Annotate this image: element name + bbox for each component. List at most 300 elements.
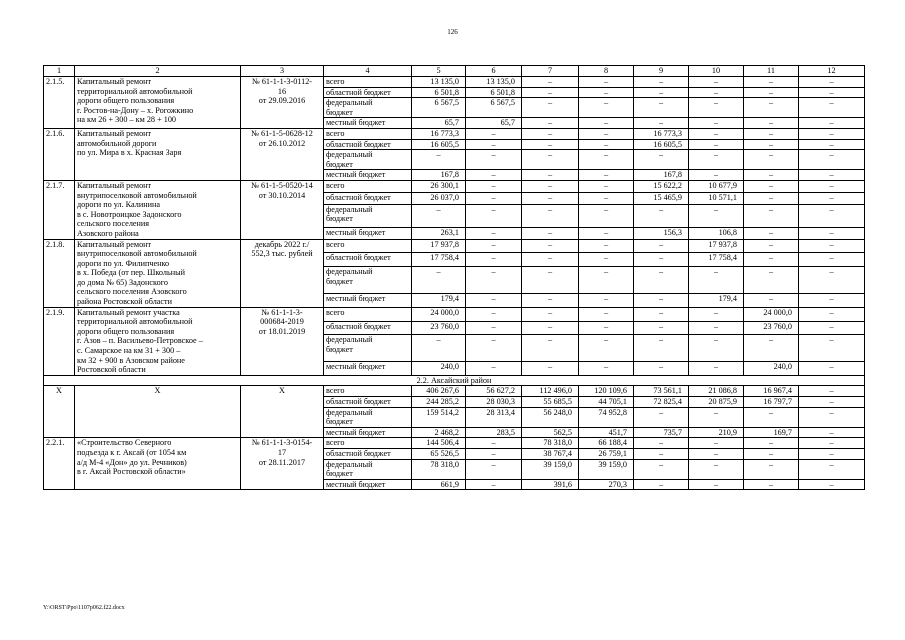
amount-cell: –: [689, 170, 744, 181]
amount-cell: –: [579, 239, 634, 253]
funding-source-line: местный бюджет: [326, 293, 386, 303]
amount-cell: 65,7: [466, 118, 522, 129]
amount-cell: –: [522, 180, 579, 192]
amount-cell: –: [579, 118, 634, 129]
project-document-line: 17: [277, 447, 287, 457]
amount-cell: –: [466, 335, 522, 361]
amount-cell: 244 285,2: [412, 397, 466, 408]
object-name-line: внутрипоселковой автомобильной: [77, 190, 197, 200]
amount-cell: 16 605,5: [634, 139, 689, 150]
column-number: 1: [44, 66, 75, 77]
object-name-line: дороги по ул. Калинина: [77, 200, 160, 210]
column-number: 4: [324, 66, 412, 77]
object-name-line: Капитальный ремонт участка: [77, 307, 180, 317]
funding-source: [324, 253, 412, 267]
amount-cell: –: [522, 335, 579, 361]
item-number: X: [44, 386, 75, 438]
amount-cell: 39 159,0: [579, 459, 634, 479]
funding-source-line: областной бюджет: [326, 397, 391, 406]
item-number: 2.1.5.: [44, 77, 75, 129]
amount-cell: –: [412, 150, 466, 170]
amount-cell: –: [466, 227, 522, 239]
amount-cell: 106,8: [689, 227, 744, 239]
funding-source-line: местный бюджет: [326, 170, 386, 180]
amount-cell: 13 135,0: [412, 77, 466, 88]
amount-cell: 283,5: [466, 427, 522, 438]
project-document-line: 16: [277, 86, 287, 96]
amount-cell: 26 300,1: [412, 180, 466, 192]
amount-cell: –: [466, 253, 522, 267]
amount-cell: –: [799, 87, 865, 98]
funding-source-line: бюджет: [326, 107, 353, 117]
object-name: [75, 77, 241, 129]
object-name-line: дороги общего пользования: [77, 96, 175, 106]
amount-cell: 28 313,4: [466, 407, 522, 427]
project-document: [241, 307, 324, 375]
funding-source: [324, 87, 412, 98]
amount-cell: –: [744, 118, 799, 129]
amount-cell: –: [466, 459, 522, 479]
amount-cell: –: [634, 239, 689, 253]
amount-cell: –: [466, 239, 522, 253]
section-row: [44, 375, 865, 386]
amount-cell: –: [799, 293, 865, 307]
amount-cell: –: [799, 139, 865, 150]
funding-source-line: бюджет: [326, 345, 353, 355]
amount-cell: –: [466, 204, 522, 227]
amount-cell: 78 318,0: [522, 438, 579, 449]
amount-cell: 6 567,5: [412, 98, 466, 118]
funding-source-line: всего: [326, 128, 345, 138]
amount-cell: –: [634, 150, 689, 170]
funding-source-line: бюджет: [326, 159, 353, 169]
amount-cell: 16 773,3: [412, 128, 466, 139]
amount-cell: 10 677,9: [689, 180, 744, 192]
amount-cell: 451,7: [579, 427, 634, 438]
funding-source: [324, 427, 412, 438]
amount-cell: –: [689, 459, 744, 479]
amount-cell: –: [744, 139, 799, 150]
object-name: [75, 438, 241, 490]
amount-cell: –: [799, 239, 865, 253]
amount-cell: –: [744, 170, 799, 181]
amount-cell: 169,7: [744, 427, 799, 438]
amount-cell: –: [634, 438, 689, 449]
funding-source-line: всего: [326, 180, 345, 190]
funding-source-line: областной бюджет: [326, 448, 391, 458]
funding-source: [324, 438, 412, 449]
object-name-line: сельского поселения: [77, 219, 150, 229]
amount-cell: –: [799, 448, 865, 459]
object-name: [75, 386, 241, 438]
funding-source: [324, 150, 412, 170]
amount-cell: –: [634, 479, 689, 490]
funding-source: [324, 267, 412, 293]
amount-cell: 240,0: [744, 361, 799, 375]
amount-cell: –: [634, 204, 689, 227]
amount-cell: –: [634, 293, 689, 307]
item-number: 2.1.8.: [44, 239, 75, 307]
amount-cell: –: [412, 267, 466, 293]
amount-cell: 65,7: [412, 118, 466, 129]
amount-cell: 74 952,8: [579, 407, 634, 427]
amount-cell: 406 267,6: [412, 386, 466, 397]
amount-cell: 38 767,4: [522, 448, 579, 459]
project-document-line: от 29.09.2016: [258, 96, 306, 106]
object-name-line: а/д М-4 «Дон» до ул. Речников): [77, 457, 187, 467]
project-document: [241, 77, 324, 129]
amount-cell: –: [799, 459, 865, 479]
amount-cell: –: [799, 479, 865, 490]
amount-cell: –: [799, 361, 865, 375]
amount-cell: –: [579, 361, 634, 375]
amount-cell: –: [689, 335, 744, 361]
amount-cell: –: [466, 180, 522, 192]
funding-source-line: областной бюджет: [326, 253, 391, 263]
amount-cell: 28 030,3: [466, 397, 522, 408]
object-name-line: Капитальный ремонт: [77, 239, 152, 249]
funding-source-line: всего: [326, 386, 345, 396]
column-number: 9: [634, 66, 689, 77]
amount-cell: –: [744, 407, 799, 427]
item-number: 2.1.7.: [44, 180, 75, 239]
object-name-line: г. Азов – п. Васильево-Петровское –: [77, 336, 203, 346]
funding-source: [324, 139, 412, 150]
amount-cell: –: [634, 98, 689, 118]
amount-cell: –: [799, 307, 865, 321]
amount-cell: 17 758,4: [412, 253, 466, 267]
funding-source: [324, 397, 412, 408]
amount-cell: –: [634, 87, 689, 98]
funding-source: [324, 77, 412, 88]
table-row: [44, 239, 865, 253]
amount-cell: –: [579, 128, 634, 139]
amount-cell: –: [579, 98, 634, 118]
amount-cell: –: [634, 361, 689, 375]
amount-cell: 56 627,2: [466, 386, 522, 397]
amount-cell: 15 622,2: [634, 180, 689, 192]
funding-source: [324, 180, 412, 192]
funding-source: [324, 118, 412, 129]
amount-cell: –: [466, 293, 522, 307]
item-number: 2.2.1.: [44, 438, 75, 490]
funding-source: [324, 407, 412, 427]
object-name-line: подъезда к г. Аксай (от 1054 км: [77, 447, 187, 457]
funding-source-line: федеральный: [326, 267, 373, 277]
amount-cell: –: [689, 128, 744, 139]
project-document-line: от 26.10.2012: [258, 138, 306, 148]
amount-cell: –: [522, 227, 579, 239]
amount-cell: –: [744, 293, 799, 307]
amount-cell: –: [466, 192, 522, 204]
project-document-line: № 61-1-5-0628-12: [251, 128, 313, 138]
column-number: 11: [744, 66, 799, 77]
amount-cell: –: [522, 204, 579, 227]
amount-cell: –: [522, 118, 579, 129]
amount-cell: 15 465,9: [634, 192, 689, 204]
amount-cell: –: [522, 77, 579, 88]
amount-cell: 56 248,0: [522, 407, 579, 427]
funding-source: [324, 239, 412, 253]
funding-source-line: федеральный: [326, 150, 373, 160]
object-name-line: «Строительство Северного: [77, 438, 172, 448]
funding-source: [324, 170, 412, 181]
funding-source-line: федеральный: [326, 335, 373, 345]
amount-cell: –: [689, 407, 744, 427]
amount-cell: –: [579, 77, 634, 88]
amount-cell: 210,9: [689, 427, 744, 438]
funding-source-line: областной бюджет: [326, 321, 391, 331]
amount-cell: 24 000,0: [412, 307, 466, 321]
funding-source-line: федеральный: [326, 459, 373, 469]
amount-cell: –: [634, 118, 689, 129]
amount-cell: –: [744, 438, 799, 449]
amount-cell: –: [522, 293, 579, 307]
column-number: 3: [241, 66, 324, 77]
amount-cell: –: [799, 180, 865, 192]
amount-cell: –: [799, 321, 865, 335]
object-name-line: в х. Победа (от пер. Школьный: [77, 268, 185, 278]
project-document-line: № 61-1-1-3-0112-: [251, 77, 313, 86]
object-name-line: на км 26 + 300 – км 28 + 100: [77, 115, 177, 125]
funding-source-line: бюджет: [326, 417, 353, 427]
amount-cell: –: [799, 397, 865, 408]
project-document-line: № 61-1-5-0520-14: [251, 180, 313, 190]
project-document-line: от 30.10.2014: [258, 190, 306, 200]
funding-source-line: бюджет: [326, 214, 353, 224]
amount-cell: –: [744, 77, 799, 88]
funding-source-line: местный бюджет: [326, 427, 386, 437]
table-row: [44, 307, 865, 321]
amount-cell: –: [689, 139, 744, 150]
amount-cell: –: [579, 253, 634, 267]
amount-cell: 144 506,4: [412, 438, 466, 449]
amount-cell: –: [799, 427, 865, 438]
amount-cell: –: [466, 321, 522, 335]
object-name-line: X: [154, 386, 161, 396]
funding-source-line: бюджет: [326, 469, 353, 479]
amount-cell: 179,4: [689, 293, 744, 307]
funding-source: [324, 128, 412, 139]
amount-cell: –: [689, 361, 744, 375]
amount-cell: –: [689, 438, 744, 449]
amount-cell: 26 037,0: [412, 192, 466, 204]
object-name-line: территориальной автомобильной: [77, 86, 193, 96]
amount-cell: –: [689, 307, 744, 321]
funding-source: [324, 361, 412, 375]
object-name-line: по ул. Мира в х. Красная Заря: [77, 148, 182, 158]
amount-cell: 156,3: [634, 227, 689, 239]
amount-cell: –: [579, 227, 634, 239]
column-number: 2: [75, 66, 241, 77]
project-document: [241, 438, 324, 490]
funding-source-line: местный бюджет: [326, 479, 386, 489]
funding-source: [324, 204, 412, 227]
object-name-line: внутрипоселковой автомобильной: [77, 249, 197, 259]
funding-source-line: всего: [326, 307, 345, 317]
amount-cell: –: [466, 361, 522, 375]
amount-cell: –: [466, 479, 522, 490]
amount-cell: –: [799, 192, 865, 204]
item-number: 2.1.6.: [44, 128, 75, 180]
amount-cell: –: [579, 139, 634, 150]
funding-source: [324, 386, 412, 397]
amount-cell: –: [579, 170, 634, 181]
amount-cell: –: [634, 253, 689, 267]
page-number: 126: [447, 28, 458, 36]
amount-cell: 17 937,8: [689, 239, 744, 253]
object-name-line: Капитальный ремонт: [77, 128, 152, 138]
funding-source: [324, 307, 412, 321]
table-row: [44, 386, 865, 397]
amount-cell: 39 159,0: [522, 459, 579, 479]
amount-cell: –: [799, 407, 865, 427]
column-number: 8: [579, 66, 634, 77]
amount-cell: 179,4: [412, 293, 466, 307]
amount-cell: 23 760,0: [412, 321, 466, 335]
amount-cell: 24 000,0: [744, 307, 799, 321]
amount-cell: 16 797,7: [744, 397, 799, 408]
project-document-line: от 18.01.2019: [258, 326, 306, 336]
amount-cell: –: [689, 77, 744, 88]
object-name-line: Капитальный ремонт: [77, 180, 152, 190]
object-name: [75, 180, 241, 239]
amount-cell: –: [689, 321, 744, 335]
amount-cell: 112 496,0: [522, 386, 579, 397]
funding-source: [324, 227, 412, 239]
amount-cell: –: [799, 335, 865, 361]
amount-cell: –: [466, 139, 522, 150]
amount-cell: 20 875,9: [689, 397, 744, 408]
column-number: 5: [412, 66, 466, 77]
project-document-line: от 28.11.2017: [258, 457, 306, 467]
object-name-line: г. Ростов-на-Дону – х. Рогожкино: [77, 105, 194, 115]
amount-cell: –: [744, 239, 799, 253]
amount-cell: –: [522, 128, 579, 139]
funding-source-line: областной бюджет: [326, 192, 391, 202]
table-row: [44, 438, 865, 449]
amount-cell: –: [522, 267, 579, 293]
amount-cell: –: [522, 192, 579, 204]
amount-cell: 16 773,3: [634, 128, 689, 139]
amount-cell: –: [799, 386, 865, 397]
amount-cell: –: [689, 87, 744, 98]
amount-cell: 17 758,4: [689, 253, 744, 267]
table-row: [44, 128, 865, 139]
amount-cell: 16 967,4: [744, 386, 799, 397]
object-name-line: дороги общего пользования: [77, 326, 175, 336]
amount-cell: –: [744, 479, 799, 490]
funding-source-line: федеральный: [326, 204, 373, 214]
amount-cell: –: [579, 180, 634, 192]
amount-cell: –: [744, 204, 799, 227]
amount-cell: –: [466, 128, 522, 139]
object-name-line: автомобильной дороги: [77, 138, 157, 148]
amount-cell: 65 526,5: [412, 448, 466, 459]
item-number: 2.1.9.: [44, 307, 75, 375]
amount-cell: 270,3: [579, 479, 634, 490]
object-name: [75, 239, 241, 307]
amount-cell: 17 937,8: [412, 239, 466, 253]
amount-cell: –: [744, 448, 799, 459]
amount-cell: 72 825,4: [634, 397, 689, 408]
amount-cell: –: [634, 407, 689, 427]
funding-source: [324, 335, 412, 361]
amount-cell: –: [522, 321, 579, 335]
amount-cell: 55 685,5: [522, 397, 579, 408]
object-name-line: сельского поселения Азовского: [77, 287, 187, 297]
funding-source-line: всего: [326, 239, 345, 249]
amount-cell: –: [522, 98, 579, 118]
amount-cell: 120 109,6: [579, 386, 634, 397]
amount-cell: –: [744, 180, 799, 192]
object-name: [75, 128, 241, 180]
column-number: 12: [799, 66, 865, 77]
funding-source: [324, 98, 412, 118]
section-title: 2.2. Аксайский район: [44, 375, 865, 386]
amount-cell: 167,8: [412, 170, 466, 181]
amount-cell: –: [579, 150, 634, 170]
amount-cell: –: [799, 118, 865, 129]
funding-source-line: бюджет: [326, 276, 353, 286]
funding-source-line: областной бюджет: [326, 139, 391, 149]
funding-source: [324, 321, 412, 335]
amount-cell: –: [799, 253, 865, 267]
amount-cell: –: [522, 87, 579, 98]
amount-cell: –: [579, 204, 634, 227]
amount-cell: –: [799, 98, 865, 118]
amount-cell: –: [466, 267, 522, 293]
amount-cell: 10 571,1: [689, 192, 744, 204]
amount-cell: 6 501,8: [466, 87, 522, 98]
object-name: [75, 307, 241, 375]
file-path-footer: Y:\ORST\Ppo\1107p062.f22.docx: [43, 605, 125, 611]
object-name-line: Капитальный ремонт: [77, 77, 152, 86]
amount-cell: –: [634, 448, 689, 459]
amount-cell: –: [634, 307, 689, 321]
funding-source: [324, 448, 412, 459]
amount-cell: –: [799, 267, 865, 293]
amount-cell: –: [744, 150, 799, 170]
table-row: [44, 77, 865, 88]
amount-cell: –: [744, 128, 799, 139]
funding-source-line: всего: [326, 438, 345, 448]
project-document-line: 552,3 тыс. рублей: [251, 249, 313, 259]
amount-cell: –: [579, 293, 634, 307]
amount-cell: 240,0: [412, 361, 466, 375]
funding-source-line: местный бюджет: [326, 361, 386, 371]
amount-cell: –: [522, 253, 579, 267]
object-name-line: км 32 + 900 в Азовском районе: [77, 355, 185, 365]
funding-source: [324, 479, 412, 490]
amount-cell: –: [466, 307, 522, 321]
object-name-line: с. Самарское на км 31 + 300 –: [77, 346, 181, 356]
funding-source-line: местный бюджет: [326, 118, 386, 128]
column-number-row: [44, 66, 865, 77]
amount-cell: 6 501,8: [412, 87, 466, 98]
project-document: [241, 128, 324, 180]
amount-cell: –: [522, 361, 579, 375]
funding-source: [324, 293, 412, 307]
column-number: 10: [689, 66, 744, 77]
amount-cell: –: [799, 227, 865, 239]
amount-cell: –: [522, 139, 579, 150]
amount-cell: –: [744, 335, 799, 361]
amount-cell: –: [579, 192, 634, 204]
project-document: [241, 386, 324, 438]
amount-cell: –: [689, 98, 744, 118]
object-name-line: до дома № 65) Задонского: [77, 277, 168, 287]
